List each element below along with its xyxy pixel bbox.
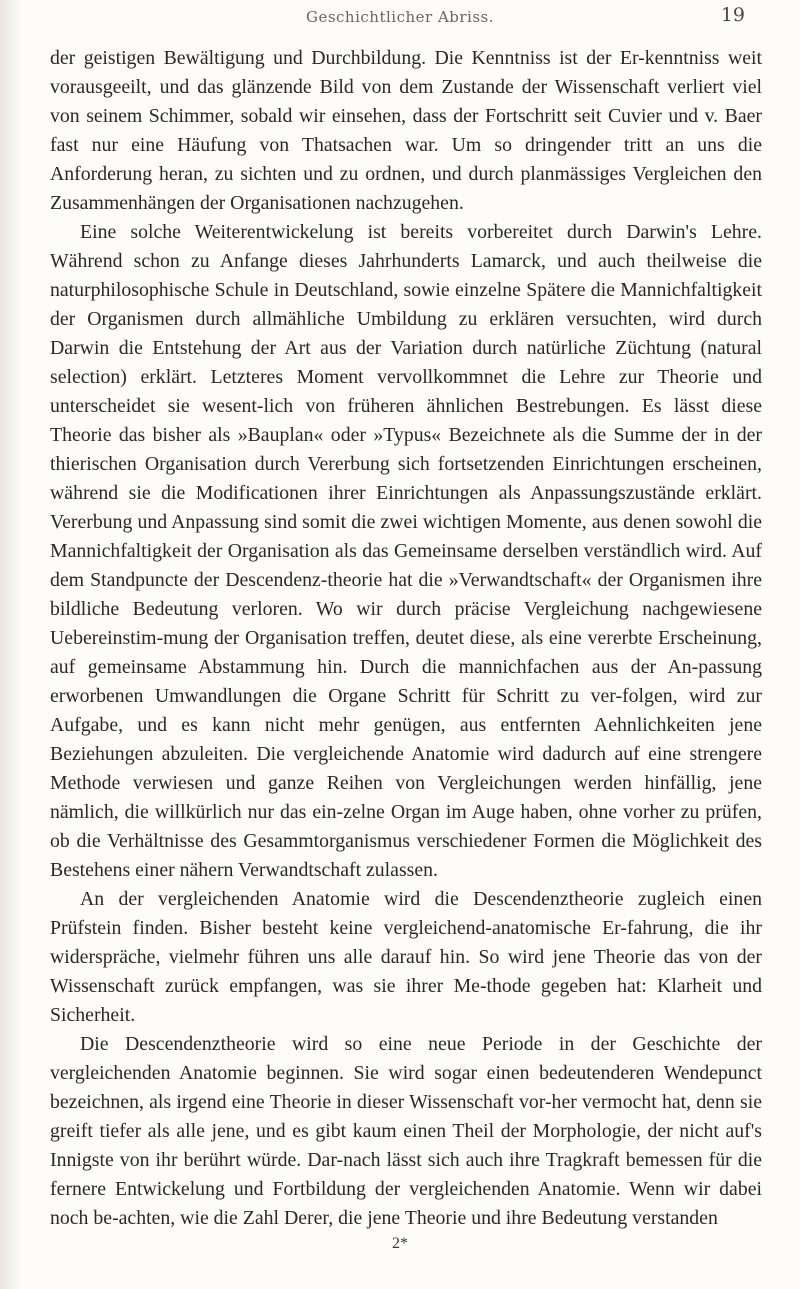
paragraph-3: An der vergleichenden Anatomie wird die Descendenztheorie zugleich einen Prüfstein finden. Bisher besteht keine vergleichend-anatomische Er-fahrung, die ihr widerspräche, vielmehr führen uns alle darauf hin. So wird jene Theorie das von der Wissenschaft zurück empfangen, was sie ihrer Me-thode gegeben hat: Klarheit und Sicherheit. [50, 888, 762, 1026]
running-head: Geschichtlicher Abriss. [305, 8, 495, 26]
paragraph-1: der geistigen Bewältigung und Durchbildung. Die Kenntniss ist der Er-kenntniss weit vorausgeeilt, und das glänzende Bild von dem Zustande der Wissenschaft verliert viel von seinem Schimmer, sobald wir einsehen, dass der Fortschritt seit Cuvier und v. Baer fast nur eine Häufung von Thatsachen war. Um so dringender tritt an uns die Anforderung heran, zu sichten und zu ordnen, und durch planmässiges Vergleichen den Zusammenhängen der Organisationen nachzugehen. [50, 47, 762, 214]
page-number: 19 [720, 4, 745, 26]
body-text [50, 44, 762, 1233]
signature-mark: 2* [392, 1235, 408, 1252]
paragraph-2: Eine solche Weiterentwickelung ist bereits vorbereitet durch Darwin's Lehre. Während schon zu Anfange dieses Jahrhunderts Lamarck, und auch theilweise die naturphilosophische Schule in Deutschland, sowie einzelne Spätere die Mannichfaltigkeit der Organismen durch allmähliche Umbildung zu erklären versuchten, wird durch Darwin die Entstehung der Art aus der Variation durch natürliche Züchtung (natural selection) erklärt. Letzteres Moment vervollkommnet die Lehre zur Theorie und unterscheidet sie wesent-lich von früheren ähnlichen Bestrebungen. Es lässt diese Theorie das bisher als »Bauplan« oder »Typus« Bezeichnete als die Summe der in der thierischen Organisation durch Vererbung sich fortsetzenden Einrichtungen erscheinen, während sie die Modificationen ihrer Einrichtungen als Anpassungszustände erklärt. Vererbung und Anpassung sind somit die zwei wichtigen Momente, aus denen sowohl die Mannichfaltigkeit der Organisation als das Gemeinsame derselben verständlich wird. Auf dem Standpuncte der Descendenz-theorie hat die »Verwandtschaft« der Organismen ihre bildliche Bedeutung verloren. Wo wir durch präcise Vergleichung nachgewiesene Uebereinstim-mung der Organisation treffen, deutet diese, als eine vererbte Erscheinung, auf gemeinsame Abstammung hin. Durch die mannichfachen aus der An-passung erworbenen Umwandlungen die Organe Schritt für Schritt zu ver-folgen, wird zur Aufgabe, und es kann nicht mehr genügen, aus entfernten Aehnlichkeiten jene Beziehungen abzuleiten. Die vergleichende Anatomie wird dadurch auf eine strengere Methode verwiesen und ganze Reihen von Vergleichungen werden hinfällig, jene nämlich, die willkürlich nur das ein-zelne Organ im Auge haben, ohne vorher zu prüfen, ob die Verhältnisse des Gesammtorganismus verschiedener Formen die Möglichkeit des Bestehens einer nähern Verwandtschaft zulassen. [50, 221, 762, 881]
page-gutter-shadow [0, 0, 22, 1289]
paragraph-4: Die Descendenztheorie wird so eine neue Periode in der Geschichte der vergleichenden Anatomie beginnen. Sie wird sogar einen bedeutenderen Wendepunct bezeichnen, als irgend eine Theorie in dieser Wissenschaft vor-her vermocht hat, denn sie greift tiefer als alle jene, und es gibt kaum einen Theil der Morphologie, der nicht auf's Innigste von ihr berührt würde. Dar-nach lässt sich auch ihre Tragkraft bemessen für die fernere Entwickelung und Fortbildung der vergleichenden Anatomie. Wenn wir dabei noch be-achten, wie die Zahl Derer, die jene Theorie und ihre Bedeutung verstanden [50, 1033, 762, 1229]
